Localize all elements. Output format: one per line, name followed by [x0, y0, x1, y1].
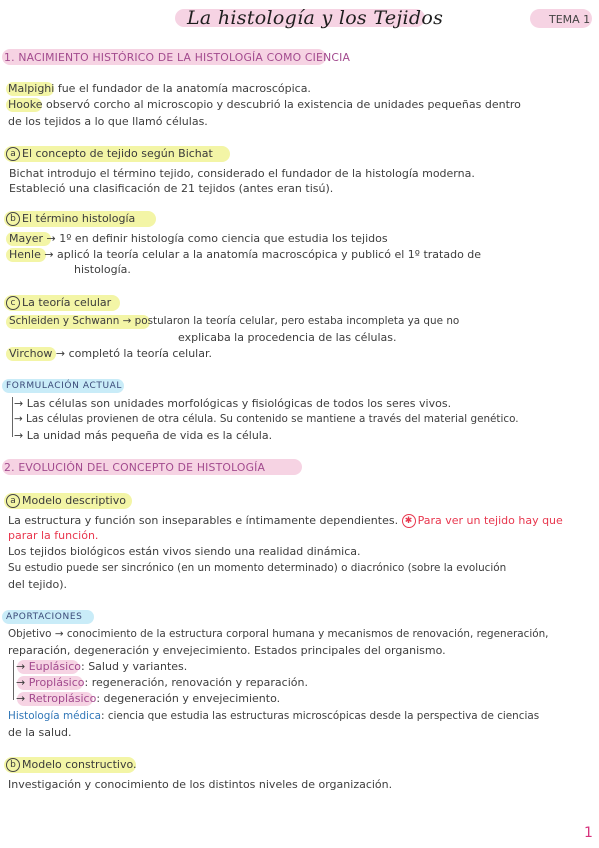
- schleiden-line2: explicaba la procedencia de las células.: [178, 331, 397, 344]
- estado-item: → Euplásico: Salud y variantes.: [16, 660, 188, 673]
- formulacion-bracket: [12, 397, 13, 437]
- bichat-heading: [6, 146, 213, 161]
- estado-item: → Retroplásico: degeneración y envejecimiento.: [16, 692, 281, 705]
- virchow-line: [9, 346, 212, 361]
- hooke-name: Hooke: [8, 98, 43, 111]
- descriptivo-heading-text: Modelo descriptivo: [22, 494, 126, 507]
- letter-c-badge: c: [6, 296, 20, 310]
- section1-heading: 1. NACIMIENTO HISTÓRICO DE LA HISTOLOGÍA COMO CIENCIA: [4, 51, 351, 64]
- constructivo-line1: Investigación y conocimiento de los distintos niveles de organización.: [8, 778, 393, 791]
- estado-desc: : degeneración y envejecimiento.: [96, 692, 281, 705]
- formulacion-item: → Las células son unidades morfológicas y fisiológicas de todos los seres vivos.: [14, 397, 452, 410]
- letter-a-badge: a: [6, 494, 20, 508]
- star-note-icon: ✱: [402, 514, 416, 528]
- estado-term: Proplásico: [28, 676, 85, 689]
- section1-line2: [8, 97, 521, 112]
- descriptivo-line3: Su estudio puede ser sincrónico (en un momento determinado) o diacrónico (sobre la evolución: [8, 562, 507, 574]
- note-text-1: Para ver un tejido hay que: [417, 514, 563, 527]
- henle-name: Henle: [9, 248, 41, 261]
- histologia-medica-line: [8, 709, 539, 724]
- henle-line2: histología.: [74, 263, 131, 276]
- estado-item: → Proplásico: regeneración, renovación y reparación.: [16, 676, 308, 689]
- bichat-heading-text: El concepto de tejido según Bichat: [22, 147, 213, 160]
- aportaciones-line1: Objetivo → conocimiento de la estructura corporal humana y mecanismos de renovación, regeneración,: [8, 628, 549, 640]
- teoria-heading: [6, 295, 111, 310]
- schleiden-text: → postularon la teoría celular, pero estaba incompleta ya que no: [119, 315, 460, 327]
- page-number: 1: [584, 825, 593, 841]
- termino-heading-text: El término histología: [22, 212, 136, 225]
- section2-heading: 2. EVOLUCIÓN DEL CONCEPTO DE HISTOLOGÍA: [4, 461, 266, 474]
- estado-desc: : regeneración, renovación y reparación.: [84, 676, 308, 689]
- bichat-line1: Bichat introdujo el término tejido, considerado el fundador de la histología moderna.: [9, 167, 475, 180]
- letter-b-badge: b: [6, 212, 20, 226]
- constructivo-heading-text: Modelo constructivo.: [22, 758, 137, 771]
- bichat-line2: Estableció una clasificación de 21 tejidos (antes eran tisú).: [9, 182, 334, 195]
- aportaciones-heading: APORTACIONES: [6, 612, 83, 622]
- mayer-name: Mayer: [9, 232, 44, 245]
- schleiden-line: [9, 314, 459, 329]
- section1-line1: [8, 81, 311, 96]
- estado-term: Euplásico: [28, 660, 81, 673]
- virchow-text: → completó la teoría celular.: [52, 347, 212, 360]
- note-text-2: parar la función.: [8, 529, 99, 542]
- letter-b-badge: b: [6, 758, 20, 772]
- henle-line: [9, 247, 481, 262]
- virchow-name: Virchow: [9, 347, 53, 360]
- section1-line3: de los tejidos a lo que llamó células.: [8, 115, 208, 128]
- descriptivo-line1: [8, 513, 563, 528]
- descriptivo-heading: [6, 493, 126, 508]
- histologia-medica-text: : ciencia que estudia las estructuras microscópicas desde la perspectiva de ciencias: [101, 710, 540, 722]
- aportaciones-line2: reparación, degeneración y envejecimiento. Estados principales del organismo.: [8, 644, 446, 657]
- histologia-medica-term: Histología médica: [8, 710, 102, 722]
- page-title: La histología y los Tejidos: [187, 7, 444, 29]
- histologia-medica-line2: de la salud.: [8, 726, 72, 739]
- teoria-heading-text: La teoría celular: [22, 296, 112, 309]
- estados-bracket: [13, 660, 14, 700]
- letter-a-badge: a: [6, 147, 20, 161]
- descriptivo-line1-text: La estructura y función son inseparables e íntimamente dependientes.: [8, 514, 399, 527]
- mayer-text: → 1º en definir histología como ciencia que estudia los tejidos: [43, 232, 388, 245]
- formulacion-item: → La unidad más pequeña de vida es la célula.: [14, 429, 273, 442]
- malpighi-text: fue el fundador de la anatomía macroscópica.: [54, 82, 311, 95]
- malpighi-name: Malpighi: [8, 82, 55, 95]
- schleiden-name: Schleiden y Schwann: [9, 315, 120, 327]
- formulacion-item: → Las células provienen de otra célula. Su contenido se mantiene a través del material genético.: [14, 413, 519, 425]
- henle-text: → aplicó la teoría celular a la anatomía macroscópica y publicó el 1º tratado de: [40, 248, 482, 261]
- descriptivo-line2: Los tejidos biológicos están vivos siendo una realidad dinámica.: [8, 545, 361, 558]
- tema-label: TEMA 1: [549, 13, 591, 26]
- mayer-line: [9, 231, 388, 246]
- termino-heading: [6, 211, 135, 226]
- hooke-text: observó corcho al microscopio y descubrió la existencia de unidades pequeñas dentro: [42, 98, 521, 111]
- formulacion-heading: FORMULACIÓN ACTUAL: [6, 381, 123, 391]
- estado-term: Retroplásico: [28, 692, 97, 705]
- descriptivo-line4: del tejido).: [8, 578, 67, 591]
- estado-desc: : Salud y variantes.: [81, 660, 188, 673]
- constructivo-heading: [6, 757, 137, 772]
